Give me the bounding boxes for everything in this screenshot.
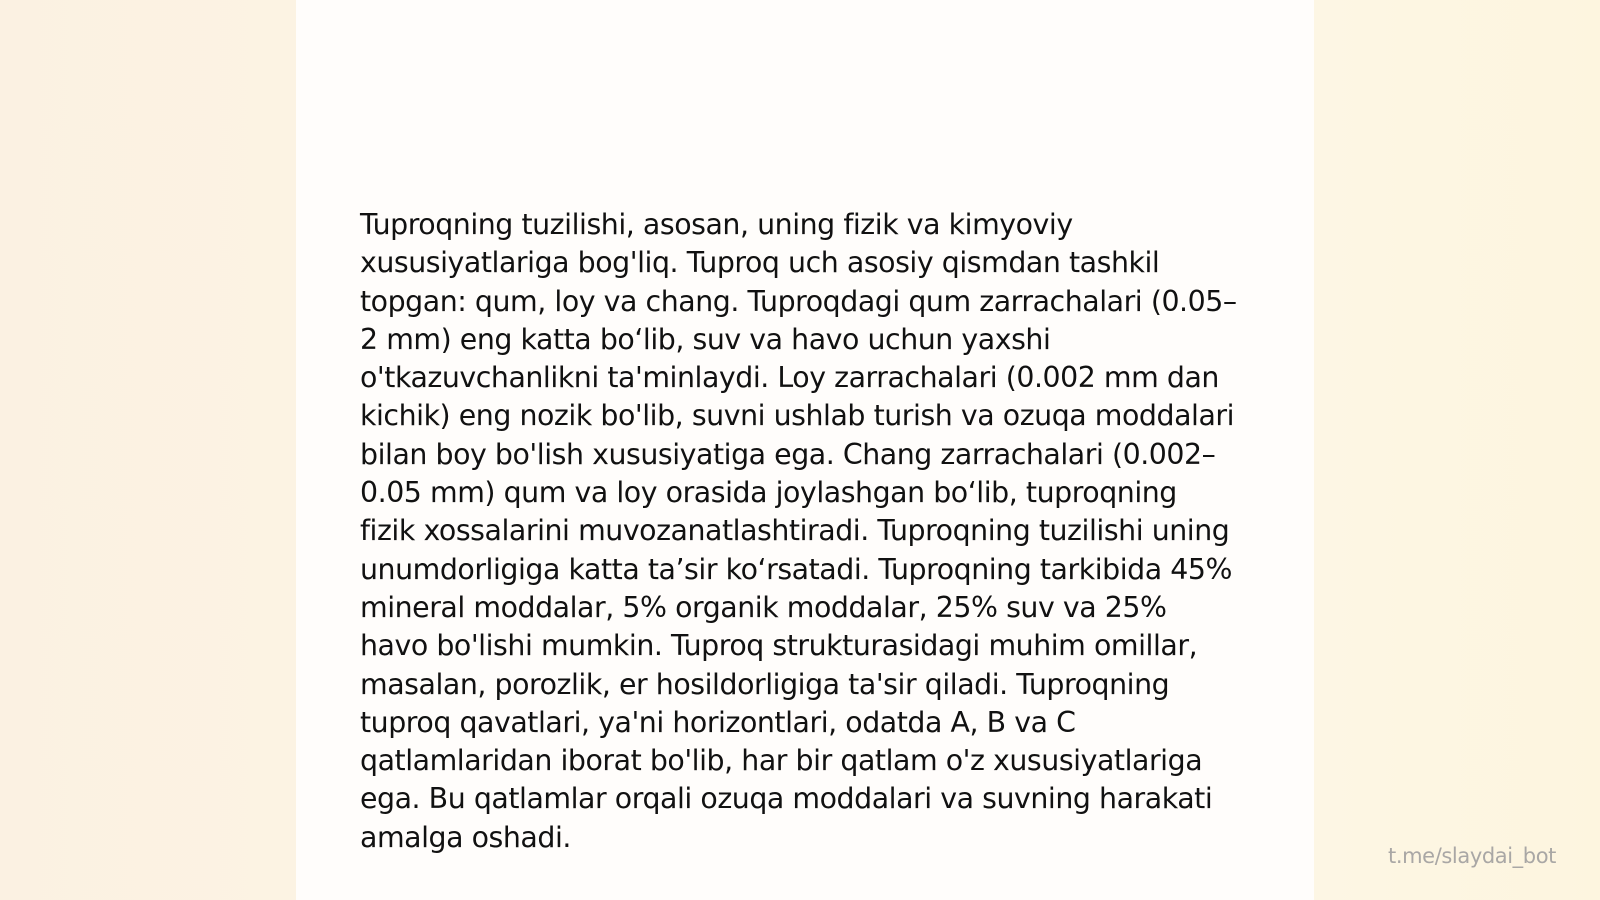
watermark-text: t.me/slaydai_bot [1388,844,1556,868]
slide-body-text: Tuproqning tuzilishi, asosan, uning fizik va kimyoviy xususiyatlariga bog'liq. Tuproq uch asosiy qismdan tashkil topgan: qum, loy va chang. Tuproqdagi qum zarrachalari (0.05–2 mm) eng katta bo‘lib, suv va havo uchun yaxshi o'tkazuvchanlikni ta'minlaydi. Loy zarrachalari (0.002 mm dan kichik) eng nozik bo'lib, suvni ushlab turish va ozuqa moddalari bilan boy bo'lish xususiyatiga ega. Chang zarrachalari (0.002–0.05 mm) qum va loy orasida joylashgan bo‘lib, tuproqning fizik xossalarini muvozanatlashtiradi. Tuproqning tuzilishi uning unumdorligiga katta ta’sir ko‘rsatadi. Tuproqning tarkibida 45% mineral moddalar, 5% organik moddalar, 25% suv va 25% havo bo'lishi mumkin. Tuproq strukturasidagi muhim omillar, masalan, porozlik, er hosildorligiga ta'sir qiladi. Tuproqning tuproq qavatlari, ya'ni horizontlari, odatda A, B va C qatlamlaridan iborat bo'lib, har bir qatlam o'z xususiyatlariga ega. Bu qatlamlar orqali ozuqa moddalari va suvning harakati amalga oshadi. [360,208,1237,854]
